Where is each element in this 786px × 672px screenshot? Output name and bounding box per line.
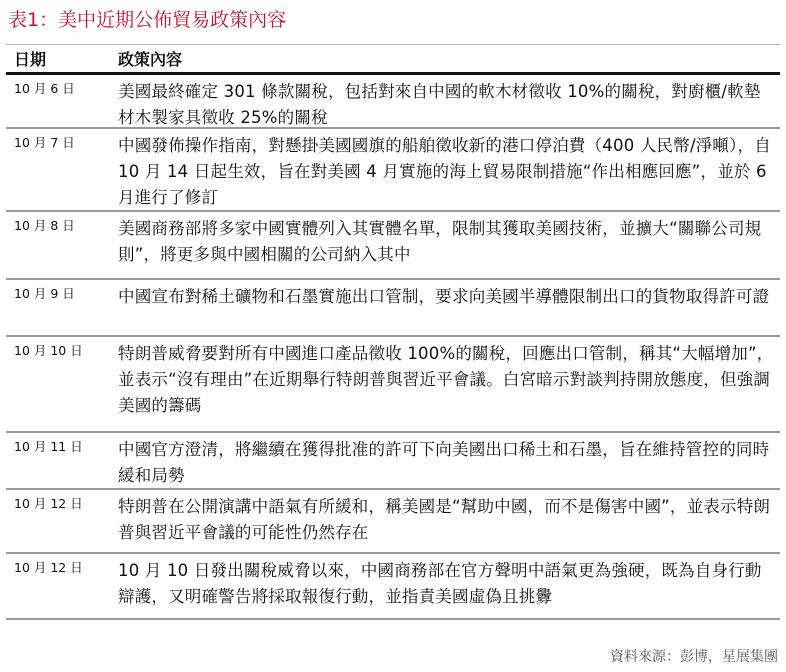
row-content: 10 月 10 日發出關稅威脅以來，中國商務部在官方聲明中語氣更為強硬，既為自身行動辯護，又明確警告將採取報復行動，並指責美國虛偽且挑釁 [118, 561, 762, 606]
row-content: 特朗普在公開演講中語氣有所緩和，稱美國是“幫助中國，而不是傷害中國”，並表示特朗普與習近平會議的可能性仍然存在 [118, 497, 771, 542]
row-date: 10 月 6 日 [14, 81, 75, 96]
table-row [6, 212, 780, 280]
table-row [6, 490, 780, 554]
row-content: 中國官方澄清，將繼續在獲得批准的許可下向美國出口稀土和石墨，旨在維持管控的同時緩和局勢 [118, 440, 770, 485]
row-content: 特朗普威脅要對所有中國進口產品徵收 100%的關稅，回應出口管制，稱其“大幅增加”，並表示“沒有理由”在近期舉行特朗普與習近平會議。白宮暗示對談判持開放態度，但強調美國的籌碼 [118, 344, 774, 415]
header-date: 日期 [14, 50, 47, 69]
title-divider [6, 44, 780, 45]
table-header [6, 48, 780, 75]
header-content: 政策內容 [118, 50, 183, 69]
table-title: 表1：美中近期公佈貿易政策內容 [8, 9, 287, 31]
row-content: 美國最終確定 301 條款關稅，包括對來自中國的軟木材徵收 10%的關稅，對廚櫃/軟墊材木製家具徵收 25%的關稅 [118, 82, 761, 127]
table-row [6, 75, 780, 129]
row-date: 10 月 7 日 [14, 135, 75, 150]
row-content: 中國發佈操作指南，對懸掛美國國旗的船舶徵收新的港口停泊費（400 人民幣/淨噸），自 10 月 14 日起生效，旨在對美國 4 月實施的海上貿易限制措施“作出相應回應”，並於 6 月進行了修訂 [118, 136, 771, 207]
row-content: 美國商務部將多家中國實體列入其實體名單，限制其獲取美國技術，並擴大“關聯公司規則”，將更多與中國相關的公司納入其中 [118, 219, 762, 264]
row-date: 10 月 8 日 [14, 218, 75, 233]
table-row [6, 554, 780, 620]
table-row [6, 129, 780, 212]
row-date: 10 月 12 日 [14, 496, 83, 511]
row-date: 10 月 12 日 [14, 560, 83, 575]
row-date: 10 月 9 日 [14, 286, 75, 301]
source-note: 資料來源：彭博，星展集團 [610, 649, 778, 665]
row-date: 10 月 10 日 [14, 343, 83, 358]
table-row [6, 433, 780, 490]
row-date: 10 月 11 日 [14, 439, 83, 454]
table-row [6, 280, 780, 337]
row-content: 中國宣布對稀土礦物和石墨實施出口管制，要求向美國半導體限制出口的貨物取得許可證 [118, 287, 770, 306]
table-row [6, 337, 780, 433]
table-body [6, 75, 780, 620]
